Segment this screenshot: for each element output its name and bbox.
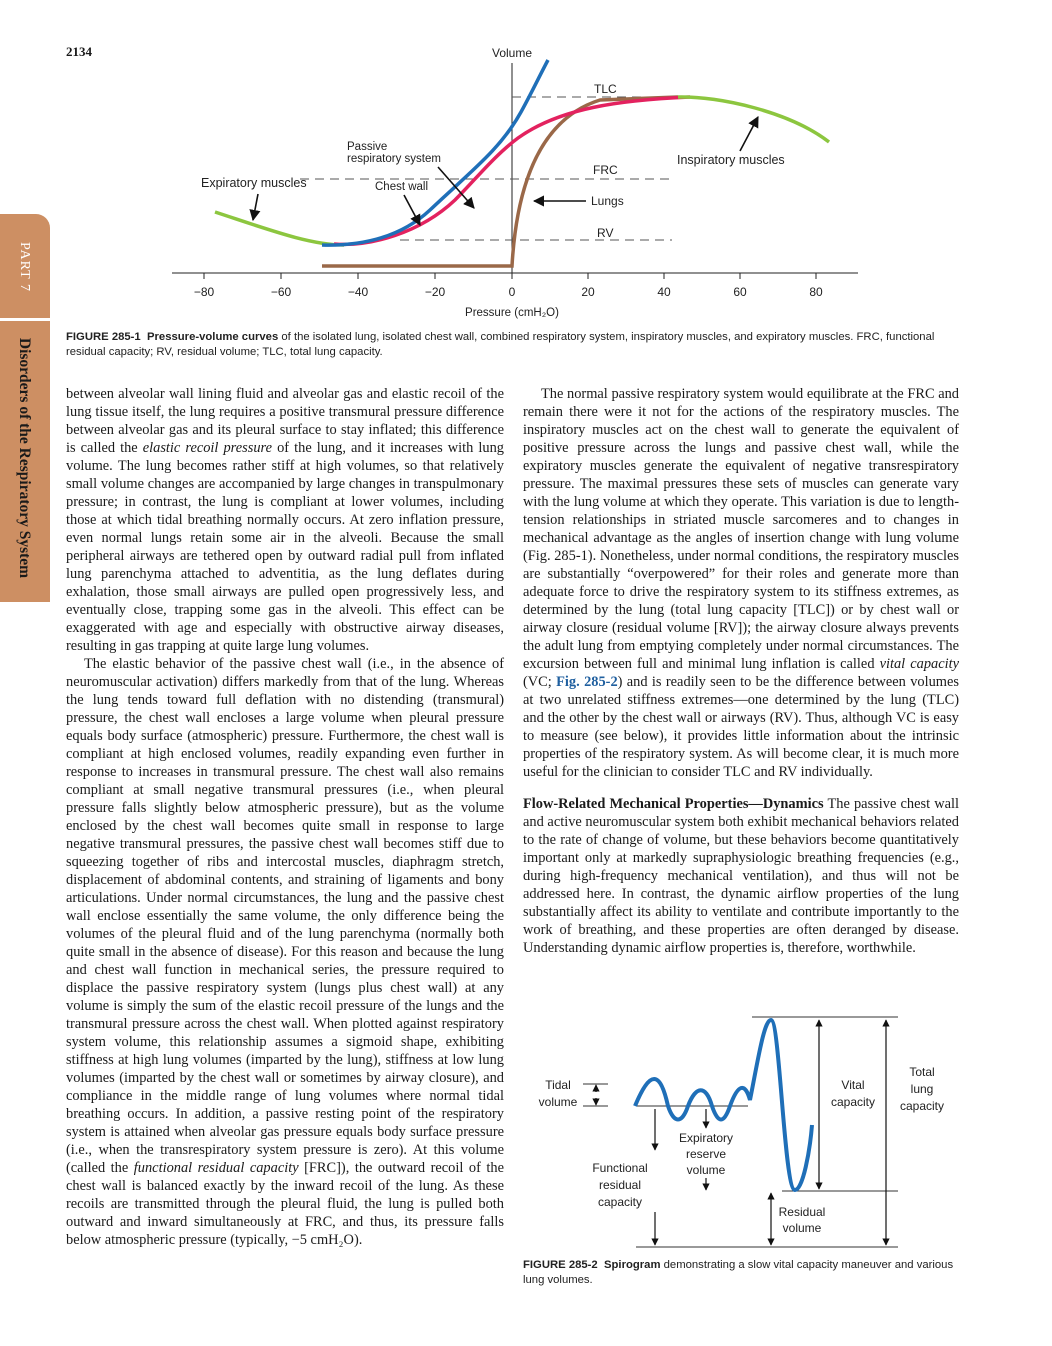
side-tab-title: Disorders of the Respiratory System bbox=[16, 337, 33, 579]
vital-capacity-label: Vital bbox=[841, 1078, 865, 1092]
x-tick-label: 40 bbox=[657, 285, 671, 299]
residual-volume-label: Residual bbox=[778, 1205, 826, 1219]
section-heading: Flow-Related Mechanical Properties—Dynamics bbox=[523, 796, 824, 812]
erv-label: reserve bbox=[685, 1147, 727, 1161]
x-axis-label: Pressure (cmH₂O) bbox=[465, 307, 559, 319]
tlc-label: TLC bbox=[594, 82, 617, 96]
x-tick-label: 0 bbox=[508, 285, 516, 299]
tidal-volume-label: Tidal bbox=[545, 1078, 571, 1092]
paragraph: The normal passive respiratory system would equilibrate at the FRC and remain there were it not for the actions of the respiratory muscles. The inspiratory muscles act on the chest wall to generate the equivalent of positive pressure across the lungs and passive chest wall, while the expiratory muscles generate the equivalent of negative transrespiratory pressure. The maximal pressures these sets of muscles can generate vary with the lung volume at which they operate. This variation is due to length-tension relationships in striated muscle sarcomeres and to changes in mechanical advantage as the angles of insertion change with lung volume (Fig. 285-1). Nonetheless, under normal conditions, the respiratory muscles are substantially “overpowered” for their roles and generate more than adequate force to drive the respiratory system to its stiffness extremes, as determined by the lung (total lung capacity [TLC]) or by chest wall or airway closure (residual volume [RV]); the airway closure always prevents the adult lung from emptying completely under normal circumstances. The excursion between full and minimal lung inflation is called vital capacity (VC; Fig. 285-2) and is readily seen to be the difference between volumes at two unrelated stiffness extremes—one determined by the lung (TLC) and the other by the chest wall or airways (RV). Thus, although VC is easy to measure (see below), it provides little information about the intrinsic properties of the respiratory system. As will become clear, it is much more useful for the clinician to consider TLC and RV individually. bbox=[523, 386, 959, 780]
side-tab-part: PART 7 bbox=[17, 242, 32, 292]
inspiratory-muscles-label: Inspiratory muscles bbox=[677, 153, 785, 167]
x-tick-label: 60 bbox=[733, 285, 747, 299]
residual-volume-label: volume bbox=[782, 1221, 822, 1235]
caption-text: of the isolated lung, isolated chest wall, combined respiratory system, inspiratory muscles, and expiratory muscles. FRC, functional residual capacity; RV, residual volume; TLC, total lung capacity. bbox=[66, 331, 935, 358]
tidal-volume-label: volume bbox=[538, 1095, 578, 1109]
figure-285-1 bbox=[0, 40, 1052, 325]
erv-label: volume bbox=[686, 1163, 726, 1177]
expiratory-arrow-icon bbox=[253, 194, 258, 220]
paragraph: The elastic behavior of the passive chest wall (i.e., in the absence of neuromuscular activation) differs markedly from that of the lung. Whereas the lung tends toward full deflation with no distending (transmural) pressure, the chest wall encloses a large volume when pleural pressure equals body surface (atmospheric) pressure. Furthermore, the chest wall is compliant at high enclosed volumes, readily expanding even further in response to increases in transmural pressure. The chest wall also remains compliant at small negative transmural pressures (i.e., when pleural pressure falls slightly below atmospheric pressure), but as the volume enclosed by the chest wall becomes quite small in response to large negative transmural pressures, the passive chest wall becomes stiff due to squeezing together of ribs and intercostal muscles, diaphragm stretch, displacement of abdominal contents, and straining of ligaments and bony articulations. Under normal circumstances, the lung and the passive chest wall enclose essentially the same volume, the only difference being the volumes of the pleural fluid and of the lung parenchyma (normally both quite small in the absence of disease). For this reason and because the lung and chest wall function in mechanical series, the pressure required to displace the passive respiratory system (lungs plus chest wall) at any volume is simply the sum of the elastic recoil pressure of the lungs and the transmural pressure across the chest wall. When plotted against respiratory system volume, this relationship assumes a sigmoid shape, exhibiting stiffness at high lung volumes (imparted by the lung), stiffness at low lung volumes (imparted by the chest wall or sometimes by airway closure), and compliance in the middle range of lung volumes where normal tidal breathing occurs. In addition, a passive resting point of the respiratory system is attained when alveolar gas pressure equals body surface pressure (i.e., when the transrespiratory system pressure is zero). At this volume (called the functional residual capacity [FRC]), the outward recoil of the chest wall is balanced exactly by the inward recoil of the lung. As these recoils are transmitted through the pleural fluid, the lung is pulled both outward and inward simultaneously at FRC, and thus, its pressure falls below atmospheric pressure (typically, −5 cmH₂O). bbox=[66, 656, 505, 1248]
passive-label-line1: Passive bbox=[347, 141, 388, 153]
y-axis-label: Volume bbox=[491, 46, 533, 60]
paragraph: between alveolar wall lining fluid and alveolar gas and elastic recoil of the lung tissue itself, the lung requires a positive transmural pressure difference between alveolar gas and its pleural surface to stay inflated; this difference is called the elastic recoil pressure of the lung, and it increases with lung volume. The lung becomes rather stiff at high volumes, so that relatively small volume changes are accompanied by large changes in transpulmonary pressure; in contrast, the lung is compliant at lower volumes, including those at which tidal breathing normally occurs. At zero inflation pressure, even normal lungs retain some air in the alveoli. Because the small peripheral airways are tethered open by outward radial pull from inflated lung parenchyma attached to adventitia, as the lung deflates during exhalation, those small airways are pulled open progressively less, and eventually close, trapping some gas in the alveoli. This effect can be exaggerated with age and especially with obstructive airway diseases, resulting in gas trapping at quite large lung volumes. bbox=[66, 386, 504, 654]
lungs-label: Lungs bbox=[591, 194, 624, 208]
inspiratory-muscles-curve bbox=[678, 97, 829, 142]
x-tick-label: −80 bbox=[193, 285, 215, 299]
expiratory-muscles-label: Expiratory muscles bbox=[201, 176, 307, 190]
caption-label: FIGURE 285-1 bbox=[66, 331, 141, 343]
x-tick-label: 20 bbox=[581, 285, 595, 299]
frc-label: FRC bbox=[593, 163, 618, 177]
caption-label: FIGURE 285-2 bbox=[523, 1259, 598, 1271]
rv-label: RV bbox=[597, 226, 614, 240]
chest-wall-arrow-icon bbox=[404, 195, 420, 225]
figure-link[interactable]: Fig. 285-2 bbox=[556, 674, 618, 690]
figure-285-2-caption bbox=[523, 1258, 963, 1288]
caption-title: Pressure-volume curves bbox=[147, 331, 279, 343]
left-column bbox=[66, 385, 504, 1249]
frc-label: capacity bbox=[597, 1195, 643, 1209]
passive-label-line2: respiratory system bbox=[347, 153, 441, 165]
frc-label: Functional bbox=[592, 1161, 648, 1175]
total-lung-capacity-label: Total bbox=[909, 1065, 935, 1079]
x-tick-label: −40 bbox=[347, 285, 369, 299]
x-tick-label: −60 bbox=[270, 285, 292, 299]
figure-285-1-caption bbox=[66, 330, 966, 360]
paragraph: Flow-Related Mechanical Properties—Dynamics The passive chest wall and active neuromuscular system both exhibit mechanical behaviors related to the rate of change of volume, but these behaviors become quantitatively important only at markedly supraphysiologic breathing frequencies (e.g., during high-frequency mechanical ventilation), and thus will not be addressed here. In contrast, the dynamic airflow properties of the lung substantially affect its ability to ventilate and contribute importantly to the work of breathing, and these properties are often deranged by disease. Understanding dynamic airflow properties is, therefore, worthwhile. bbox=[523, 796, 959, 956]
x-tick-label: 80 bbox=[809, 285, 823, 299]
caption-title: Spirogram bbox=[604, 1259, 661, 1271]
total-lung-capacity-label: lung bbox=[910, 1082, 934, 1096]
inspiratory-arrow-icon bbox=[740, 117, 758, 151]
figure-285-2 bbox=[520, 1005, 960, 1255]
vital-capacity-label: capacity bbox=[830, 1095, 876, 1109]
frc-label: residual bbox=[598, 1178, 642, 1192]
page-number: 2134 bbox=[66, 44, 92, 59]
right-column bbox=[523, 385, 959, 957]
x-tick-label: −20 bbox=[424, 285, 446, 299]
erv-label: Expiratory bbox=[678, 1131, 734, 1145]
x-axis-ticks bbox=[204, 273, 816, 279]
chest-wall-label: Chest wall bbox=[375, 181, 429, 193]
caption-text: demonstrating a slow vital capacity maneuver and various lung volumes. bbox=[523, 1259, 954, 1286]
total-lung-capacity-label: capacity bbox=[899, 1099, 945, 1113]
expiratory-muscles-curve bbox=[215, 212, 344, 245]
